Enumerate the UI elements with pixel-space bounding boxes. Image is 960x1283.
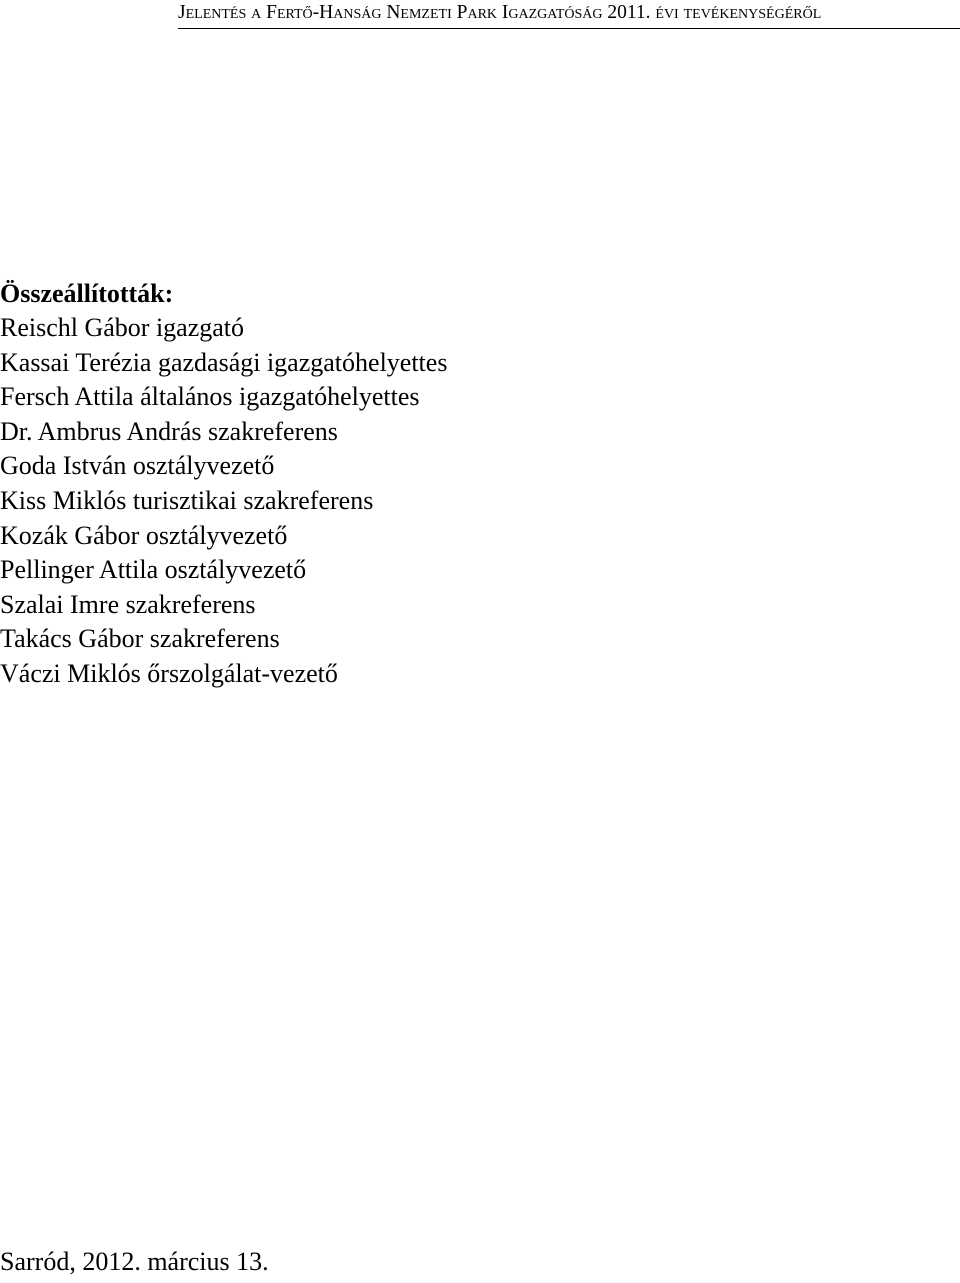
contributor-list — [0, 311, 700, 692]
contributor-item: Goda István osztályvezető — [0, 451, 275, 481]
running-header: Jelentés a Fertő-Hanság Nemzeti Park Igazgatóság 2011. évi tevékenységéről — [178, 2, 822, 23]
contributor-item: Takács Gábor szakreferens — [0, 624, 280, 654]
contributor-item: Dr. Ambrus András szakreferens — [0, 416, 338, 446]
contributor-item: Kassai Terézia gazdasági igazgatóhelyettes — [0, 347, 448, 377]
contributor-item: Pellinger Attila osztályvezető — [0, 555, 307, 585]
place-date: Sarród, 2012. március 13. — [0, 1247, 269, 1276]
contributor-item: Fersch Attila általános igazgatóhelyettes — [0, 382, 420, 412]
contributor-item: Váczi Miklós őrszolgálat-vezető — [0, 658, 338, 688]
contributor-item: Reischl Gábor igazgató — [0, 313, 245, 342]
contributor-item: Kiss Miklós turisztikai szakreferens — [0, 485, 374, 515]
credits-section — [0, 277, 700, 692]
contributor-item: Kozák Gábor osztályvezető — [0, 520, 288, 550]
contributor-item: Szalai Imre szakreferens — [0, 589, 256, 619]
header-rule — [178, 28, 960, 29]
credits-title: Összeállították: — [0, 279, 174, 308]
